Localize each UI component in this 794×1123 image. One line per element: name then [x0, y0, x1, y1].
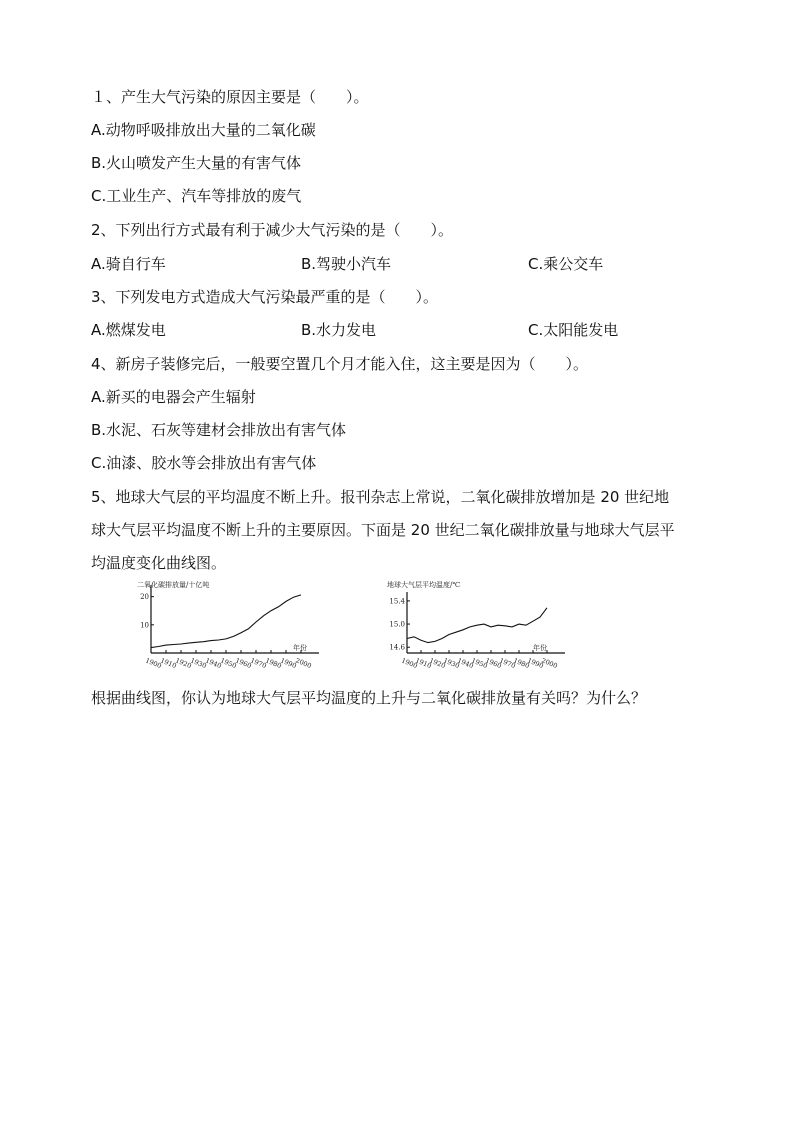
x-tick-label: 2000 [540, 656, 559, 671]
q5-stem-line-3: 均温度变化曲线图。 [91, 554, 227, 572]
q1-option-b: B.火山喷发产生大量的有害气体 [91, 154, 302, 172]
q3-stem: 3、下列发电方式造成大气污染最严重的是（ ）。 [91, 288, 439, 306]
x-tick-label: 1960 [234, 656, 253, 671]
x-tick-label: 1940 [204, 656, 223, 671]
chart-title: 二氧化碳排放量/十亿吨 [137, 581, 210, 589]
x-tick-label: 1910 [159, 656, 178, 671]
q3-option-c: C.太阳能发电 [528, 321, 619, 339]
x-tick-label: 1930 [442, 656, 461, 671]
q4-option-c: C.油漆、胶水等会排放出有害气体 [91, 454, 317, 472]
x-tick-label: 2000 [294, 656, 313, 671]
x-tick-label: 1980 [512, 656, 531, 671]
x-tick-label: 1900 [144, 656, 163, 671]
x-tick-label: 1990 [526, 656, 545, 671]
y-tick-label: 20 [140, 593, 149, 602]
q3-option-b: B.水力发电 [301, 321, 377, 339]
x-tick-label: 1910 [414, 656, 433, 671]
q1-option-a: A.动物呼吸排放出大量的二氧化碳 [91, 121, 316, 139]
x-tick-label: 1980 [264, 656, 283, 671]
x-tick-label: 1950 [219, 656, 238, 671]
x-tick-label: 1920 [174, 656, 193, 671]
x-tick-label: 1970 [498, 656, 517, 671]
x-axis-label: 年份 [293, 644, 307, 652]
y-tick-label: 14.6 [389, 643, 405, 652]
y-tick-label: 15.4 [389, 597, 405, 606]
y-tick-label: 10 [140, 621, 149, 630]
q4-option-b: B.水泥、石灰等建材会排放出有害气体 [91, 421, 347, 439]
q5-question: 根据曲线图，你认为地球大气层平均温度的上升与二氧化碳排放量有关吗？为什么？ [91, 689, 647, 707]
q5-stem-line-1: 5、地球大气层的平均温度不断上升。报刊杂志上常说，二氧化碳排放增加是 20 世纪地 [91, 488, 670, 506]
series-line [407, 608, 547, 643]
chart-title: 地球大气层平均温度/℃ [387, 581, 461, 589]
q1-stem: １、产生大气污染的原因主要是（ ）。 [91, 88, 369, 106]
temperature-chart [375, 578, 565, 678]
q4-option-a: A.新买的电器会产生辐射 [91, 388, 256, 406]
x-axis-label: 年份 [533, 644, 547, 652]
series-line [151, 595, 301, 648]
q2-stem: 2、下列出行方式最有利于减少大气污染的是（ ）。 [91, 221, 454, 239]
x-tick-label: 1960 [484, 656, 503, 671]
co2-emission-chart [125, 578, 325, 678]
x-tick-label: 1930 [189, 656, 208, 671]
q3-option-a: A.燃煤发电 [91, 321, 166, 339]
q2-option-c: C.乘公交车 [528, 255, 604, 273]
q5-stem-line-2: 球大气层平均温度不断上升的主要原因。下面是 20 世纪二氧化碳排放量与地球大气层平 [91, 521, 675, 539]
x-tick-label: 1990 [279, 656, 298, 671]
x-tick-label: 1900 [400, 656, 419, 671]
q2-option-b: B.驾驶小汽车 [301, 255, 392, 273]
q2-option-a: A.骑自行车 [91, 255, 166, 273]
x-tick-label: 1920 [428, 656, 447, 671]
q4-stem: 4、新房子装修完后，一般要空置几个月才能入住，这主要是因为（ ）。 [91, 355, 589, 373]
x-tick-label: 1940 [456, 656, 475, 671]
x-tick-label: 1970 [249, 656, 268, 671]
y-tick-label: 15.0 [389, 620, 405, 629]
x-tick-label: 1950 [470, 656, 489, 671]
q1-option-c: C.工业生产、汽车等排放的废气 [91, 187, 302, 205]
